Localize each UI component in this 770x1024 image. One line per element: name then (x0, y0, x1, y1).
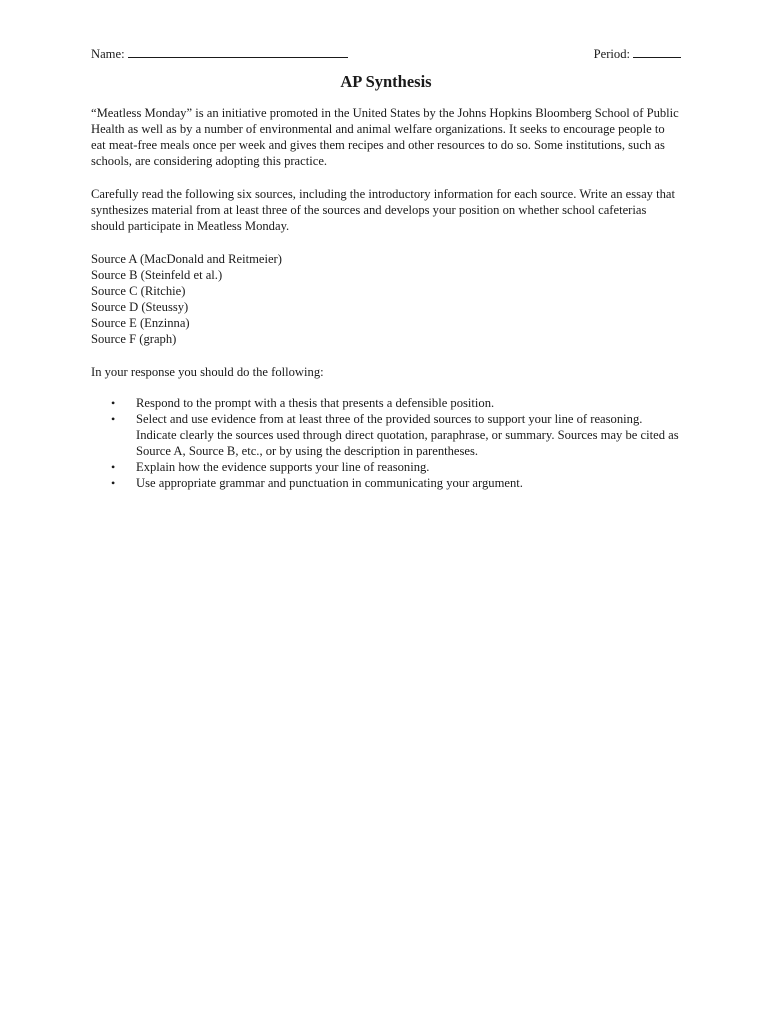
name-field (91, 46, 348, 62)
instruction-text: Select and use evidence from at least three of the provided sources to support your line of reasoning. Indicate clearly the sources used through direct quotation, paraphrase, or summary. Sources may be cited as Source A, Source B, etc., or by using the description in parentheses. (136, 412, 679, 458)
instruction-item (91, 411, 681, 459)
name-blank-line[interactable] (128, 46, 348, 58)
source-item: Source A (MacDonald and Reitmeier) (91, 252, 282, 266)
page-title: AP Synthesis (340, 72, 432, 91)
source-item: Source E (Enzinna) (91, 316, 190, 330)
prompt-paragraph: Carefully read the following six sources, including the introductory information for each source. Write an essay that synthesizes material from at least three of the sources and develops your position on whether school cafeterias should participate in Meatless Monday. (91, 187, 675, 233)
bullet-icon: • (111, 412, 116, 426)
instruction-text: Explain how the evidence supports your line of reasoning. (136, 460, 430, 474)
instructions-intro: In your response you should do the following: (91, 365, 324, 379)
instruction-item (91, 459, 681, 475)
period-field (594, 46, 681, 62)
bullet-icon: • (111, 396, 116, 410)
period-blank-line[interactable] (633, 46, 681, 58)
intro-paragraph: “Meatless Monday” is an initiative promoted in the United States by the Johns Hopkins Bloomberg School of Public Health as well as by a number of environmental and animal welfare organizations. It seeks to encourage people to eat meat-free meals once per week and gives them recipes and other resources to do so. Some institutions, such as schools, are considering adopting this practice. (91, 106, 679, 168)
source-item: Source D (Steussy) (91, 300, 189, 314)
document-page (91, 46, 681, 491)
source-item: Source C (Ritchie) (91, 284, 186, 298)
sources-list (91, 251, 681, 347)
instruction-text: Respond to the prompt with a thesis that presents a defensible position. (136, 396, 495, 410)
instructions-list (91, 395, 681, 491)
instruction-item (91, 395, 681, 411)
name-label: Name: (91, 47, 125, 61)
period-label: Period: (593, 47, 630, 61)
instruction-item (91, 475, 681, 491)
source-item: Source B (Steinfeld et al.) (91, 268, 223, 282)
bullet-icon: • (111, 476, 116, 490)
bullet-icon: • (111, 460, 116, 474)
instruction-text: Use appropriate grammar and punctuation in communicating your argument. (136, 476, 523, 490)
source-item: Source F (graph) (91, 332, 177, 346)
header-row (91, 46, 681, 64)
